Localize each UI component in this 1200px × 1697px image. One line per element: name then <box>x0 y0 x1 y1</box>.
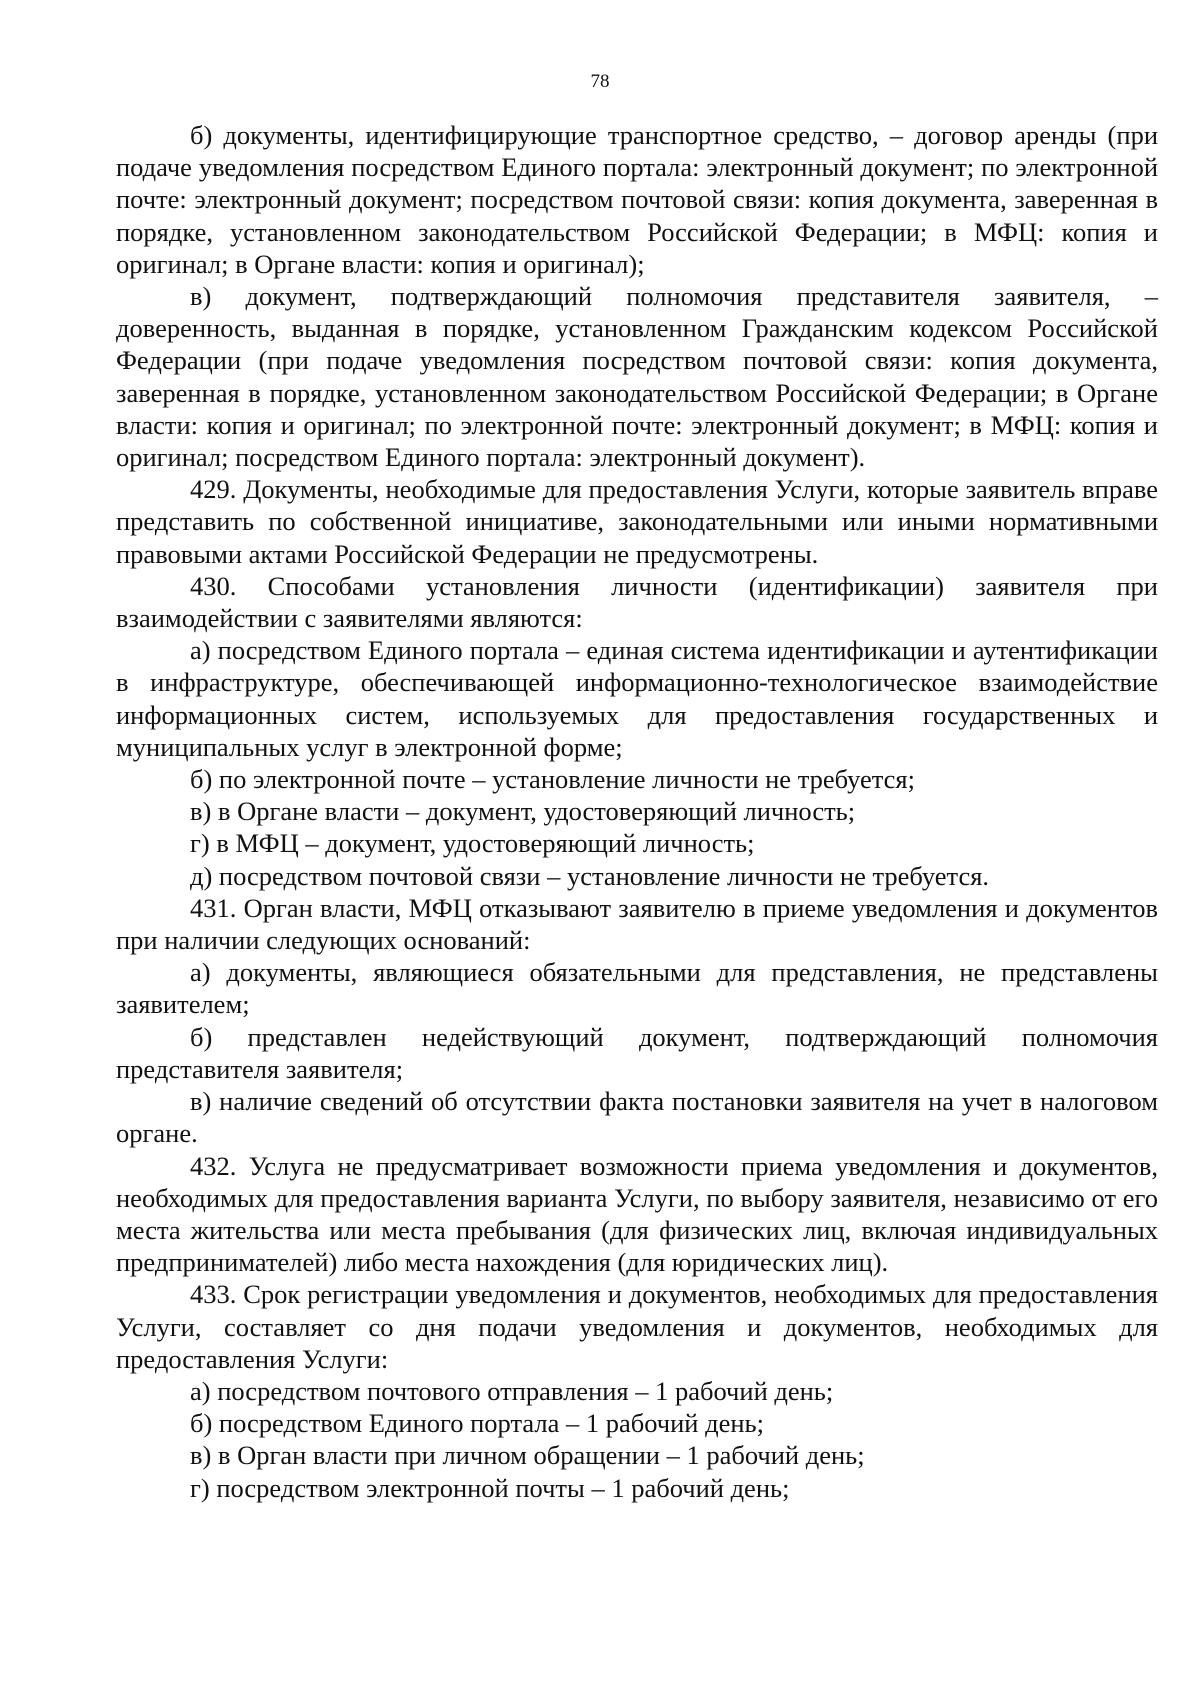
paragraph-430-item-v: в) в Органе власти – документ, удостоверяющий личность; <box>190 796 856 827</box>
paragraph-clause-433: 433. Срок регистрации уведомления и документов, необходимых для предоставления Услуги, составляет со дня подачи уведомления и документов, необходимых для предоставления Услуги: <box>116 1279 1158 1374</box>
paragraph-431-item-v: в) наличие сведений об отсутствии факта постановки заявителя на учет в налоговом органе. <box>116 1086 1158 1149</box>
paragraph-431-item-a: а) документы, являющиеся обязательными для представления, не представлены заявителем; <box>116 957 1158 1020</box>
paragraph-430-item-d: д) посредством почтовой связи – установление личности не требуется. <box>190 860 990 891</box>
paragraph-item-b-vehicle-docs: б) документы, идентифицирующие транспортное средство, – договор аренды (при подаче уведомления посредством Единого портала: электронный документ; по электронной почте: электронный документ; посредством почтовой связи: копия документа, заверенная в порядке, установленном законодательством Российской Федерации; в МФЦ: копия и оригинал; в Органе власти: копия и оригинал); <box>116 120 1158 279</box>
paragraph-430-item-a: а) посредством Единого портала – единая система идентификации и аутентификации в инфраструктуре, обеспечивающей информационно-технологическое взаимодействие информационных систем, используемых для предоставления государственных и муниципальных услуг в электронной форме; <box>116 635 1158 762</box>
page-number: 78 <box>590 71 610 92</box>
paragraph-433-item-v: в) в Орган власти при личном обращении – 1 рабочий день; <box>190 1440 865 1471</box>
paragraph-430-item-b: б) по электронной почте – установление личности не требуется; <box>190 764 915 795</box>
paragraph-433-item-a: а) посредством почтового отправления – 1 рабочий день; <box>190 1375 834 1406</box>
paragraph-clause-432: 432. Услуга не предусматривает возможности приема уведомления и документов, необходимых для предоставления варианта Услуги, по выбору заявителя, независимо от его места жительства или места пребывания (для физических лиц, включая индивидуальных предпринимателей) либо места нахождения (для юридических лиц). <box>116 1150 1158 1278</box>
paragraph-431-item-b: б) представлен недействующий документ, подтверждающий полномочия представителя заявителя; <box>116 1021 1158 1084</box>
paragraph-433-item-g: г) посредством электронной почты – 1 рабочий день; <box>190 1472 790 1503</box>
paragraph-430-item-g: г) в МФЦ – документ, удостоверяющий личность; <box>190 828 755 859</box>
paragraph-item-v-representative-docs: в) документ, подтверждающий полномочия представителя заявителя, – доверенность, выданная в порядке, установленном Гражданским кодексом Российской Федерации (при подаче уведомления посредством почтовой связи: копия документа, заверенная в порядке, установленном законодательством Российской Федерации; в Органе власти: копия и оригинал; по электронной почте: электронный документ; в МФЦ: копия и оригинал; посредством Единого портала: электронный документ). <box>116 281 1158 473</box>
paragraph-clause-429: 429. Документы, необходимые для предоставления Услуги, которые заявитель вправе представить по собственной инициативе, законодательными или иными нормативными правовыми актами Российской Федерации не предусмотрены. <box>116 474 1158 569</box>
paragraph-clause-431: 431. Орган власти, МФЦ отказывают заявителю в приеме уведомления и документов при наличии следующих оснований: <box>116 892 1158 956</box>
paragraph-clause-430: 430. Способами установления личности (идентификации) заявителя при взаимодействии с заявителями являются: <box>116 570 1158 634</box>
document-body <box>116 119 1158 1504</box>
paragraph-433-item-b: б) посредством Единого портала – 1 рабочий день; <box>190 1408 764 1439</box>
